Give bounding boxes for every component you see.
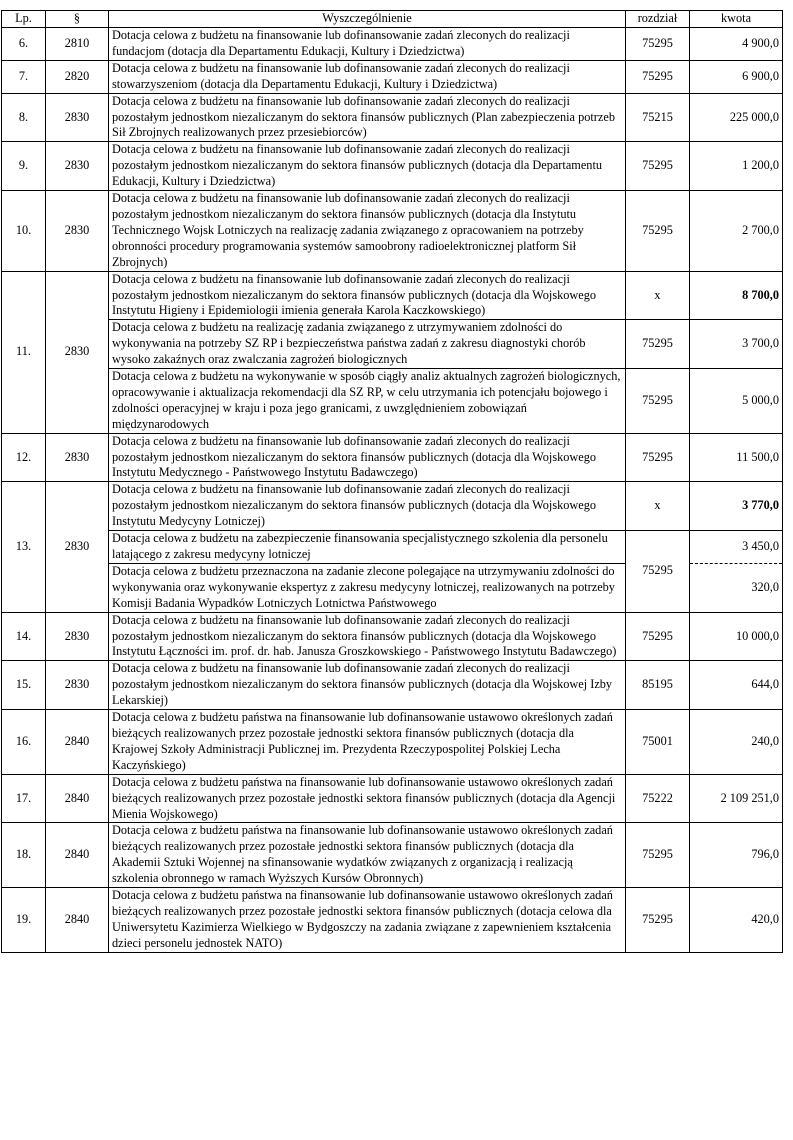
row-chapter: x [626, 482, 690, 531]
table-row [2, 433, 783, 482]
row-amount: 2 109 251,0 [690, 774, 783, 823]
row-lp: 10. [2, 191, 46, 272]
subrow-chapter: 75295 [626, 320, 690, 369]
table-subrow [2, 531, 783, 564]
row-chapter: 75295 [626, 823, 690, 888]
row-amount: 240,0 [690, 710, 783, 775]
row-paragraph: 2830 [46, 433, 109, 482]
row-chapter: 75295 [626, 60, 690, 93]
row-lp: 11. [2, 271, 46, 433]
row-description: Dotacja celowa z budżetu na finansowanie lub dofinansowanie zadań zleconych do realizacji pozostałym jednostkom niezaliczanym do sektora finansów publicznych (dotacja dla Wojskowej Izby Lekarskiej) [109, 661, 626, 710]
row-lp: 15. [2, 661, 46, 710]
row-amount: 225 000,0 [690, 93, 783, 142]
table-subrow [2, 320, 783, 369]
row-description: Dotacja celowa z budżetu na finansowanie lub dofinansowanie zadań zleconych do realizacji pozostałym jednostkom niezaliczanym do sektora finansów publicznych (Plan zabezpieczenia potrzeb Sił Zbrojnych realizowanych przez przesiebiorców) [109, 93, 626, 142]
header-lp: Lp. [2, 11, 46, 28]
header-chapter: rozdział [626, 11, 690, 28]
row-chapter: 75295 [626, 191, 690, 272]
row-paragraph: 2810 [46, 28, 109, 61]
table-row [2, 774, 783, 823]
row-description: Dotacja celowa z budżetu na finansowanie lub dofinansowanie zadań zleconych do realizacji pozostałym jednostkom niezaliczanym do sektora finansów publicznych (dotacja dla Wojskowego Instytutu Higieny i Epidemiologii imienia generała Karola Kaczkowskiego) [109, 271, 626, 320]
row-lp: 9. [2, 142, 46, 191]
row-amount: 6 900,0 [690, 60, 783, 93]
table-row [2, 142, 783, 191]
table-row [2, 60, 783, 93]
row-paragraph: 2830 [46, 661, 109, 710]
table-row [2, 28, 783, 61]
row-paragraph: 2830 [46, 191, 109, 272]
table-subrow [2, 369, 783, 434]
subrow-description: Dotacja celowa z budżetu na wykonywanie w sposób ciągły analiz aktualnych zagrożeń biologicznych, opracowywanie i aktualizacja rekomendacji dla SZ RP, w celu utrzymania ich potencjału bojowego i zdolności operacyjnej w kraju i poza jego granicami, z uwzględnieniem zobowiązań międzynarodowych [109, 369, 626, 434]
header-amount: kwota [690, 11, 783, 28]
row-lp: 6. [2, 28, 46, 61]
row-amount: 4 900,0 [690, 28, 783, 61]
subrow-chapter: 75295 [626, 531, 690, 613]
row-paragraph: 2840 [46, 888, 109, 953]
row-amount-total: 3 770,0 [690, 482, 783, 531]
subrow-amount: 5 000,0 [690, 369, 783, 434]
row-description: Dotacja celowa z budżetu na finansowanie lub dofinansowanie zadań zleconych do realizacji pozostałym jednostkom niezaliczanym do sektora finansów publicznych (dotacja dla Departamentu Edukacji, Kultury i Dziedzictwa) [109, 142, 626, 191]
row-chapter: 75001 [626, 710, 690, 775]
row-amount: 10 000,0 [690, 612, 783, 661]
table-header-row [2, 11, 783, 28]
row-chapter: 75222 [626, 774, 690, 823]
row-description: Dotacja celowa z budżetu na finansowanie lub dofinansowanie zadań zleconych do realizacji stowarzyszeniom (dotacja dla Departamentu Edukacji, Kultury i Dziedzictwa) [109, 60, 626, 93]
row-paragraph: 2830 [46, 142, 109, 191]
row-description: Dotacja celowa z budżetu państwa na finansowanie lub dofinansowanie ustawowo określonych zadań bieżących realizowanych przez pozostałe jednostki sektora finansów publicznych (dotacja celowa dla Uniwersytetu Kazimierza Wielkiego w Bydgoszczy na zadania związane z zapewnieniem kształcenia dzieci personelu jednostek NATO) [109, 888, 626, 953]
subsidy-table [1, 10, 783, 953]
row-chapter: 75295 [626, 612, 690, 661]
row-chapter: 85195 [626, 661, 690, 710]
row-amount: 1 200,0 [690, 142, 783, 191]
row-description: Dotacja celowa z budżetu na finansowanie lub dofinansowanie zadań zleconych do realizacji pozostałym jednostkom niezaliczanym do sektora finansów publicznych (dotacja dla Wojskowego Instytutu Łączności im. prof. dr. hab. Janusza Groszkowskiego - Państwowego Instytutu Badawczego) [109, 612, 626, 661]
header-description: Wyszczególnienie [109, 11, 626, 28]
table-row [2, 888, 783, 953]
row-lp: 18. [2, 823, 46, 888]
subrow-description: Dotacja celowa z budżetu na zabezpieczenie finansowania specjalistycznego szkolenia dla personelu latającego z zakresu medycyny lotniczej [109, 531, 626, 564]
row-paragraph: 2840 [46, 774, 109, 823]
row-chapter: x [626, 271, 690, 320]
table-row [2, 482, 783, 531]
row-amount: 796,0 [690, 823, 783, 888]
table-row [2, 93, 783, 142]
row-paragraph: 2840 [46, 823, 109, 888]
row-lp: 17. [2, 774, 46, 823]
row-description: Dotacja celowa z budżetu na finansowanie lub dofinansowanie zadań zleconych do realizacji pozostałym jednostkom niezaliczanym do sektora finansów publicznych (dotacja dla Wojskowego Instytutu Medycyny Lotniczej) [109, 482, 626, 531]
subrow-amount: 320,0 [690, 563, 783, 612]
row-amount: 2 700,0 [690, 191, 783, 272]
row-paragraph: 2830 [46, 93, 109, 142]
subrow-description: Dotacja celowa z budżetu przeznaczona na zadanie zlecone polegające na utrzymywaniu zdolności do wykonywania oraz wykonywanie ekspertyz z zakresu medycyny lotniczej, realizowanych na potrzeby Komisji Badania Wypadków Lotniczych Lotnictwa Państwowego [109, 563, 626, 612]
table-row [2, 191, 783, 272]
row-paragraph: 2840 [46, 710, 109, 775]
row-chapter: 75215 [626, 93, 690, 142]
table-row [2, 612, 783, 661]
table-row [2, 661, 783, 710]
row-lp: 16. [2, 710, 46, 775]
row-description: Dotacja celowa z budżetu państwa na finansowanie lub dofinansowanie ustawowo określonych zadań bieżących realizowanych przez pozostałe jednostki sektora finansów publicznych (dotacja dla Agencji Mienia Wojskowego) [109, 774, 626, 823]
row-chapter: 75295 [626, 142, 690, 191]
row-lp: 13. [2, 482, 46, 612]
row-amount: 644,0 [690, 661, 783, 710]
row-paragraph: 2830 [46, 482, 109, 612]
header-paragraph: § [46, 11, 109, 28]
row-amount: 420,0 [690, 888, 783, 953]
row-lp: 7. [2, 60, 46, 93]
row-description: Dotacja celowa z budżetu na finansowanie lub dofinansowanie zadań zleconych do realizacji pozostałym jednostkom niezaliczanym do sektora finansów publicznych (dotacja dla Wojskowego Instytutu Medycznego - Państwowego Instytutu Badawczego) [109, 433, 626, 482]
table-row [2, 823, 783, 888]
row-lp: 19. [2, 888, 46, 953]
row-description: Dotacja celowa z budżetu na finansowanie lub dofinansowanie zadań zleconych do realizacji pozostałym jednostkom niezaliczanym do sektora finansów publicznych (dotacja dla Instytutu Technicznego Wojsk Lotniczych na realizację zadania związanego z opracowaniem na potrzeby obronności procedury programowania systemów samoobrony radioelektronicznej platform Sił Zbrojnych) [109, 191, 626, 272]
row-amount-total: 8 700,0 [690, 271, 783, 320]
subrow-description: Dotacja celowa z budżetu na realizację zadania związanego z utrzymywaniem zdolności do wykonywania na potrzeby SZ RP i bezpieczeństwa państwa zadań z zakresu diagnostyki chorób wysoko zakaźnych oraz zwalczania zagrożeń biologicznych [109, 320, 626, 369]
subrow-chapter: 75295 [626, 369, 690, 434]
row-paragraph: 2830 [46, 612, 109, 661]
row-chapter: 75295 [626, 433, 690, 482]
row-chapter: 75295 [626, 888, 690, 953]
row-description: Dotacja celowa z budżetu na finansowanie lub dofinansowanie zadań zleconych do realizacji fundacjom (dotacja dla Departamentu Edukacji, Kultury i Dziedzictwa) [109, 28, 626, 61]
row-description: Dotacja celowa z budżetu państwa na finansowanie lub dofinansowanie ustawowo określonych zadań bieżących realizowanych przez pozostałe jednostki sektora finansów publicznych (dotacja dla Krajowej Szkoły Administracji Publicznej im. Prezydenta Rzeczypospolitej Polskiej Lecha Kaczyńskiego) [109, 710, 626, 775]
table-row [2, 710, 783, 775]
row-paragraph: 2830 [46, 271, 109, 433]
row-chapter: 75295 [626, 28, 690, 61]
table-row [2, 271, 783, 320]
row-lp: 12. [2, 433, 46, 482]
row-amount: 11 500,0 [690, 433, 783, 482]
row-description: Dotacja celowa z budżetu państwa na finansowanie lub dofinansowanie ustawowo określonych zadań bieżących realizowanych przez pozostałe jednostki sektora finansów publicznych (dotacja dla Akademii Sztuki Wojennej na sfinansowanie wydatków związanych z organizacją i realizacją szkolenia obronnego w ramach Wyższych Kursów Obronnych) [109, 823, 626, 888]
subrow-amount: 3 700,0 [690, 320, 783, 369]
row-lp: 14. [2, 612, 46, 661]
row-paragraph: 2820 [46, 60, 109, 93]
row-lp: 8. [2, 93, 46, 142]
subrow-amount: 3 450,0 [690, 531, 783, 564]
